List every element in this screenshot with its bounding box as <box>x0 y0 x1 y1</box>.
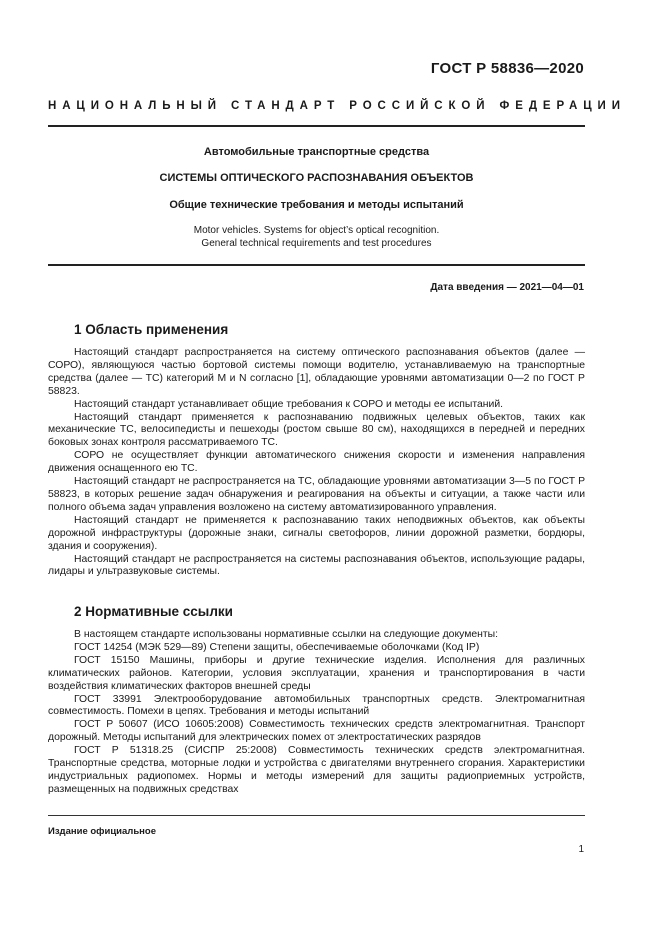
section-heading: 1 Область применения <box>74 322 229 337</box>
section-heading: 2 Нормативные ссылки <box>74 604 233 619</box>
title-main: СИСТЕМЫ ОПТИЧЕСКОГО РАСПОЗНАВАНИЯ ОБЪЕКТОВ <box>159 172 474 184</box>
paragraph: Настоящий стандарт не распространяется на ТС, обладающие уровнями автоматизации 3—5 по ГОСТ Р 58823, в которых решение задач обнаружения и реагирования на объекты и ситуации, а также части или полного объема задач управления возложено на систему автоматизированного управления. <box>48 476 585 513</box>
title-english-line-1: Motor vehicles. Systems for object’s optical recognition. <box>193 225 440 236</box>
paragraph: Настоящий стандарт не применяется к распознаванию таких неподвижных объектов, как объекты дорожной инфраструктуры (дорожные знаки, сигналы светофоров, линии дорожной разметки, бордюры, здания и сооружения). <box>48 514 585 552</box>
reference-item: ГОСТ Р 51318.25 (СИСПР 25:2008) Совместимость технических средств электромагнитная. Транспортные средства, моторные лодки и устройства с двигателями внутреннего сгорания. Характеристики индустриальных радиопомех. Нормы и методы измерений для защиты радиоприемных устройств, размещенных на подвижных средствах <box>48 745 585 795</box>
reference-item: ГОСТ 33991 Электрооборудование автомобильных транспортных средств. Электромагнитная совместимость. Помехи в цепях. Требования и методы испытаний <box>48 693 585 718</box>
paragraph: СОРО не осуществляет функции автоматического снижения скорости и изменения направления движения оснащенного ею ТС. <box>48 450 585 475</box>
top-divider <box>48 125 585 127</box>
edition-label: Издание официальное <box>48 826 156 837</box>
paragraph: Настоящий стандарт не распространяется на системы распознавания объектов, использующие радары, лидары и ультразвуковые системы. <box>48 553 585 578</box>
reference-item: ГОСТ 15150 Машины, приборы и другие технические изделия. Исполнения для различных климатических районов. Категории, условия эксплуатации, хранения и транспортирования в части воздействия климатических факторов внешней среды <box>48 654 585 692</box>
paragraph: Настоящий стандарт применяется к распознаванию подвижных целевых объектов, таких как механические ТС, велосипедисты и пешеходы (ростом свыше 80 см), находящихся в передней и передних боковых зонах контроля рассматриваемого ТС. <box>48 411 585 449</box>
section-scope <box>48 322 585 579</box>
title-english <box>48 224 585 250</box>
reference-item: ГОСТ 14254 (МЭК 529—89) Степени защиты, обеспечиваемые оболочками (Код IP) <box>74 641 480 653</box>
paragraph: Настоящий стандарт распространяется на систему оптического распознавания объектов (далее — СОРО), являющуюся частью бортовой системы помощи водителю, устанавливаемую на транспортные средства (далее — ТС) категорий M и N согласно [1], обладающие уровнями автоматизации 0—2 по ГОСТ Р 58823. <box>48 347 585 397</box>
paragraph: Настоящий стандарт устанавливает общие требования к СОРО и методы ее испытаний. <box>74 398 504 410</box>
title-english-line-2: General technical requirements and test procedures <box>201 238 432 249</box>
title-subtitle: Общие технические требования и методы испытаний <box>169 199 464 211</box>
footer-divider <box>48 815 585 816</box>
title-divider <box>48 264 585 266</box>
introduction-date: Дата введения — 2021—04—01 <box>430 282 584 293</box>
paragraph: В настоящем стандарте использованы нормативные ссылки на следующие документы: <box>74 629 498 640</box>
section-normative-references <box>48 604 585 797</box>
reference-item: ГОСТ Р 50607 (ИСО 10605:2008) Совместимость технических средств электромагнитная. Транспорт дорожный. Методы испытаний для электрических помех от электростатических разрядов <box>48 719 585 744</box>
page-number: 1 <box>578 844 584 855</box>
national-standard-banner: НАЦИОНАЛЬНЫЙ СТАНДАРТ РОССИЙСКОЙ ФЕДЕРАЦИИ <box>48 100 626 112</box>
title-category: Автомобильные транспортные средства <box>203 146 430 158</box>
standard-number: ГОСТ Р 58836—2020 <box>430 60 584 77</box>
